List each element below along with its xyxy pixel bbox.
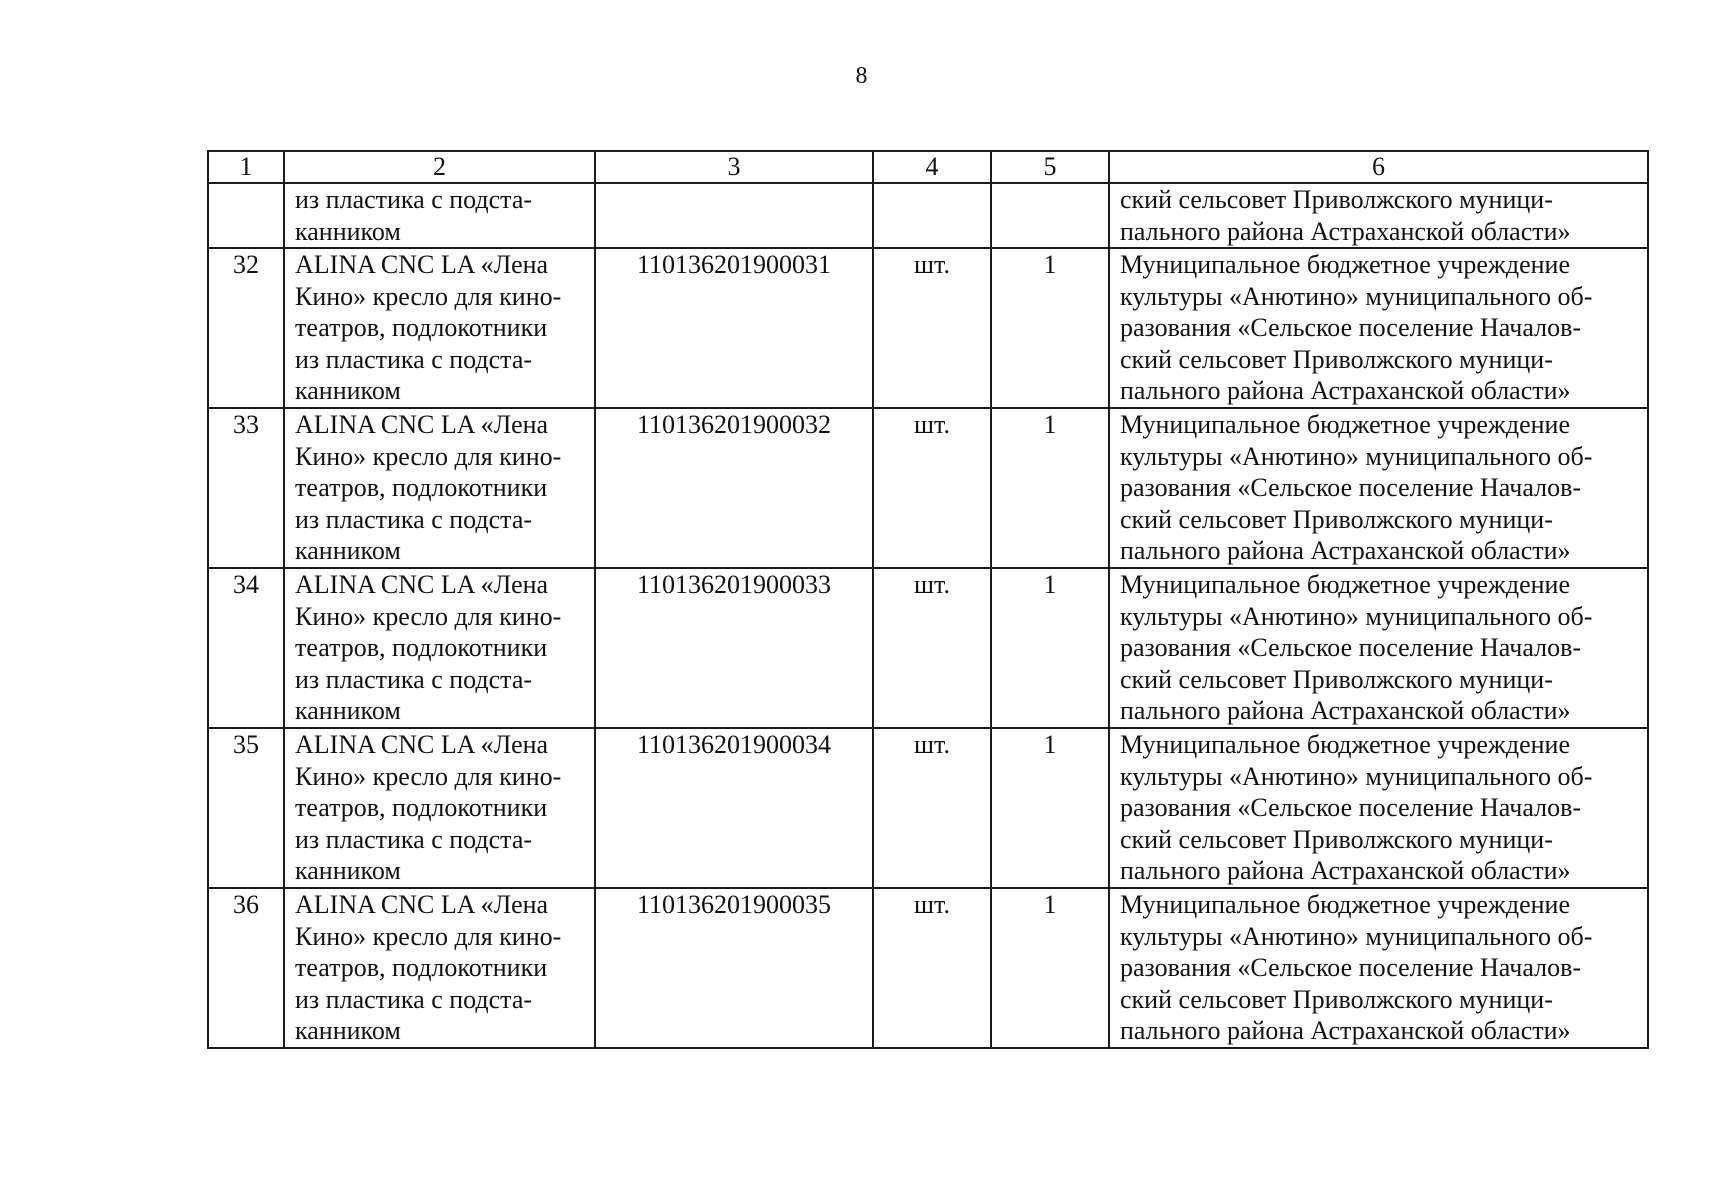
organization-line: разования «Сельское поселение Началов- xyxy=(1120,793,1582,822)
organization-line: ский сельсовет Приволжского муници- xyxy=(1120,984,1553,1014)
organization-line: культуры «Анютино» муниципального об- xyxy=(1120,921,1593,951)
table-row xyxy=(208,728,1648,888)
organization-line: разования «Сельское поселение Началов- xyxy=(1120,313,1582,342)
unit-cell xyxy=(873,183,991,248)
quantity-cell: 1 xyxy=(991,408,1109,568)
item-name-line: Кино» кресло для кино- xyxy=(295,761,562,791)
organization-line: пального района Астраханской области» xyxy=(1120,376,1571,405)
item-name-line: канником xyxy=(295,696,401,725)
item-name-line: театров, подлокотники xyxy=(295,953,548,982)
table-row xyxy=(208,248,1648,408)
header-row xyxy=(208,151,1648,183)
item-name-line: канником xyxy=(295,536,401,565)
organization-line: пального района Астраханской области» xyxy=(1120,696,1571,725)
inventory-table xyxy=(207,150,1649,1049)
unit-cell: шт. xyxy=(873,568,991,728)
item-name-cell xyxy=(284,728,595,888)
row-number-cell: 35 xyxy=(208,728,284,888)
organization-cell xyxy=(1109,408,1648,568)
unit-cell: шт. xyxy=(873,248,991,408)
organization-line: Муниципальное бюджетное учреждение xyxy=(1120,250,1570,279)
inventory-code-cell xyxy=(595,183,873,248)
inventory-code-cell: 110136201900033 xyxy=(595,568,873,728)
item-name-line: канником xyxy=(295,1016,401,1045)
organization-line: пального района Астраханской области» xyxy=(1120,536,1571,565)
item-name-line: ALINA CNC LA «Лена xyxy=(295,730,549,759)
item-name-cell xyxy=(284,183,595,248)
item-name-line: из пластика с подста- xyxy=(295,824,533,854)
item-name-line: Кино» кресло для кино- xyxy=(295,921,562,951)
item-name-line: ALINA CNC LA «Лена xyxy=(295,250,549,279)
table-body xyxy=(208,151,1648,1048)
item-name-line: Кино» кресло для кино- xyxy=(295,281,562,311)
page-number: 8 xyxy=(855,63,868,89)
organization-line: ский сельсовет Приволжского муници- xyxy=(1120,664,1553,694)
inventory-code-cell: 110136201900035 xyxy=(595,888,873,1048)
column-header: 1 xyxy=(208,151,284,183)
organization-cell xyxy=(1109,248,1648,408)
item-name-line: из пластика с подста- xyxy=(295,344,533,374)
item-name-line: Кино» кресло для кино- xyxy=(295,441,562,471)
continuation-row xyxy=(208,183,1648,248)
column-header: 4 xyxy=(873,151,991,183)
organization-line: разования «Сельское поселение Началов- xyxy=(1120,633,1582,662)
item-name-line: из пластика с подста- xyxy=(295,504,533,534)
row-number-cell: 32 xyxy=(208,248,284,408)
item-name-line: канником xyxy=(295,376,401,405)
row-number-cell: 36 xyxy=(208,888,284,1048)
organization-line: Муниципальное бюджетное учреждение xyxy=(1120,570,1570,599)
organization-line: ский сельсовет Приволжского муници- xyxy=(1120,344,1553,374)
organization-line: ский сельсовет Приволжского муници- xyxy=(1120,824,1553,854)
item-name-line: ALINA CNC LA «Лена xyxy=(295,410,549,439)
organization-line: культуры «Анютино» муниципального об- xyxy=(1120,761,1593,791)
organization-line: ский сельсовет Приволжского муници- xyxy=(1120,504,1553,534)
row-number-cell xyxy=(208,183,284,248)
item-name-cell xyxy=(284,248,595,408)
item-name-line: из пластика с подста- xyxy=(295,984,533,1014)
item-name-line: театров, подлокотники xyxy=(295,793,548,822)
inventory-code-cell: 110136201900031 xyxy=(595,248,873,408)
table-row xyxy=(208,408,1648,568)
item-name-line: театров, подлокотники xyxy=(295,633,548,662)
quantity-cell: 1 xyxy=(991,568,1109,728)
row-number-cell: 34 xyxy=(208,568,284,728)
table-row xyxy=(208,888,1648,1048)
organization-line: пального района Астраханской области» xyxy=(1120,856,1571,885)
item-name-line: ALINA CNC LA «Лена xyxy=(295,570,549,599)
item-name-line: театров, подлокотники xyxy=(295,313,548,342)
unit-cell: шт. xyxy=(873,728,991,888)
organization-cell xyxy=(1109,183,1648,248)
organization-line: Муниципальное бюджетное учреждение xyxy=(1120,890,1570,919)
item-name-cell xyxy=(284,888,595,1048)
organization-line: пального района Астраханской области» xyxy=(1120,216,1571,246)
quantity-cell: 1 xyxy=(991,728,1109,888)
item-name-cell xyxy=(284,568,595,728)
column-header: 3 xyxy=(595,151,873,183)
organization-line: культуры «Анютино» муниципального об- xyxy=(1120,601,1593,631)
organization-line: пального района Астраханской области» xyxy=(1120,1016,1571,1045)
unit-cell: шт. xyxy=(873,888,991,1048)
table-row xyxy=(208,568,1648,728)
row-number-cell: 33 xyxy=(208,408,284,568)
organization-line: культуры «Анютино» муниципального об- xyxy=(1120,281,1593,311)
quantity-cell xyxy=(991,183,1109,248)
organization-cell xyxy=(1109,888,1648,1048)
organization-line: ский сельсовет Приволжского муници- xyxy=(1120,185,1553,214)
column-header: 2 xyxy=(284,151,595,183)
item-name-line: канником xyxy=(295,216,401,246)
organization-line: разования «Сельское поселение Началов- xyxy=(1120,473,1582,502)
item-name-line: театров, подлокотники xyxy=(295,473,548,502)
organization-line: Муниципальное бюджетное учреждение xyxy=(1120,410,1570,439)
unit-cell: шт. xyxy=(873,408,991,568)
inventory-code-cell: 110136201900032 xyxy=(595,408,873,568)
organization-line: культуры «Анютино» муниципального об- xyxy=(1120,441,1593,471)
item-name-line: Кино» кресло для кино- xyxy=(295,601,562,631)
item-name-line: ALINA CNC LA «Лена xyxy=(295,890,549,919)
quantity-cell: 1 xyxy=(991,888,1109,1048)
item-name-line: из пластика с подста- xyxy=(295,185,533,214)
organization-line: Муниципальное бюджетное учреждение xyxy=(1120,730,1570,759)
organization-line: разования «Сельское поселение Началов- xyxy=(1120,953,1582,982)
item-name-line: канником xyxy=(295,856,401,885)
item-name-line: из пластика с подста- xyxy=(295,664,533,694)
quantity-cell: 1 xyxy=(991,248,1109,408)
organization-cell xyxy=(1109,568,1648,728)
item-name-cell xyxy=(284,408,595,568)
column-header: 5 xyxy=(991,151,1109,183)
column-header: 6 xyxy=(1109,151,1648,183)
inventory-code-cell: 110136201900034 xyxy=(595,728,873,888)
organization-cell xyxy=(1109,728,1648,888)
